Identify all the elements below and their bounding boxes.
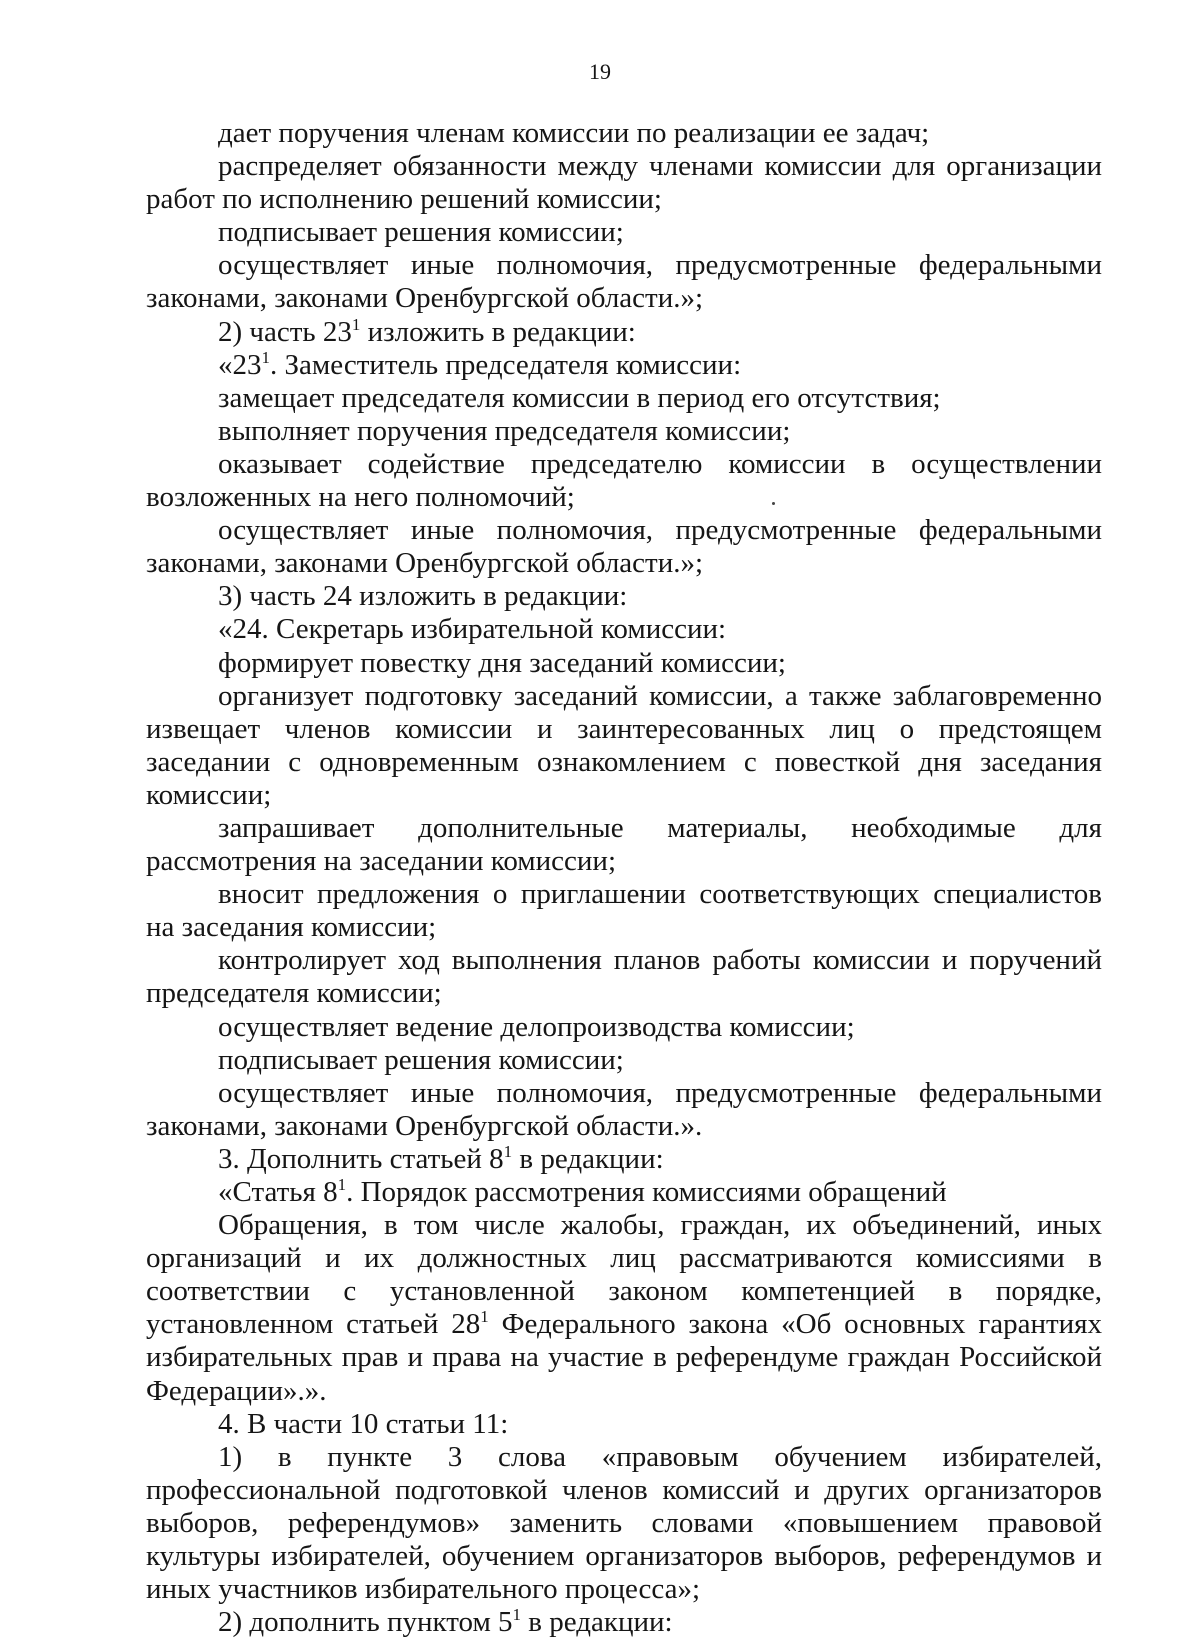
paragraph (146, 249, 1102, 315)
paragraph (146, 1441, 1102, 1606)
paragraph-text: осуществляет ведение делопроизводства комиссии; (218, 1010, 855, 1043)
paragraph (146, 944, 1102, 1010)
paragraph-text: формирует повестку дня заседаний комиссии; (218, 646, 786, 679)
paragraph (146, 1176, 1102, 1209)
paragraph-text: оказывает содействие председателю комиссии в осуществлении возложенных на него полномочий; (146, 447, 1102, 514)
paragraph (146, 448, 1102, 514)
paragraph-text: 3) часть 24 изложить в редакции: (218, 580, 628, 613)
paragraph (146, 316, 1102, 349)
paragraph (146, 1606, 1102, 1639)
paragraph (146, 415, 1102, 448)
paragraph-text: замещает председателя комиссии в период его отсутствия; (218, 381, 941, 414)
paragraph-text: выполняет поручения председателя комиссии; (218, 414, 791, 447)
paragraph (146, 1044, 1102, 1077)
paragraph (146, 613, 1102, 646)
paragraph-text: 1) в пункте 3 слова «правовым обучением избирателей, профессиональной подготовкой членов комиссий и других организаторов выборов, референдумов» заменить словами «повышением правовой культуры избирателей, обучением организаторов выборов, референдумов и иных участников избирательного процесса»; (146, 1440, 1102, 1606)
superscript: 1 (337, 1175, 347, 1194)
paragraph-text: подписывает решения комиссии; (218, 216, 624, 249)
paragraph-text: организует подготовку заседаний комиссии, а также заблаговременно извещает членов комиссии и заинтересованных лиц о предстоящем заседании с одновременным ознакомлением с повесткой дня заседания комиссии; (146, 679, 1102, 811)
paragraph-text: осуществляет иные полномочия, предусмотренные федеральными законами, законами Оренбургской области.»; (146, 249, 1102, 315)
paragraph-text: распределяет обязанности между членами комиссии для организации работ по исполнению решений комиссии; (146, 150, 1102, 216)
paragraph (146, 382, 1102, 415)
paragraph-text: в редакции: (521, 1606, 673, 1639)
paragraph-text: в редакции: (512, 1142, 664, 1175)
paragraph-text: запрашивает дополнительные материалы, необходимые для рассмотрения на заседании комиссии; (146, 811, 1102, 878)
paragraph (146, 514, 1102, 580)
paragraph (146, 117, 1102, 150)
paragraph-text: «23 (218, 348, 262, 381)
paragraph (146, 580, 1102, 613)
document-body (146, 117, 1102, 1639)
paragraph (146, 812, 1102, 878)
paragraph-text: 4. В части 10 статьи 11: (218, 1407, 509, 1440)
scan-speck (772, 502, 775, 505)
superscript: 1 (512, 1605, 522, 1625)
paragraph (146, 1408, 1102, 1441)
superscript: 1 (503, 1141, 513, 1161)
page-number: 19 (589, 59, 611, 84)
paragraph-text: Федерального закона «Об основных гарантиях избирательных прав и права на участие в референдуме граждан Российской Федерации».». (146, 1308, 1103, 1407)
paragraph-text: 2) дополнить пунктом 5 (218, 1606, 513, 1639)
paragraph (146, 647, 1102, 680)
superscript: 1 (351, 314, 361, 334)
superscript: 1 (480, 1307, 489, 1327)
paragraph-text: вносит предложения о приглашении соответствующих специалистов на заседания комиссии; (146, 878, 1102, 944)
paragraph (146, 1209, 1102, 1408)
paragraph-text: контролирует ход выполнения планов работы комиссии и поручений председателя комиссии; (146, 944, 1102, 1010)
paragraph (146, 680, 1102, 812)
paragraph-text: «Статья 8 (218, 1176, 338, 1208)
paragraph-text: 2) часть 23 (218, 315, 352, 348)
paragraph-text: дает поручения членам комиссии по реализации ее задач; (218, 117, 930, 149)
paragraph (146, 1011, 1102, 1044)
paragraph-text: . Порядок рассмотрения комиссиями обращений (346, 1176, 947, 1208)
paragraph-text: Обращения, в том числе жалобы, граждан, их объединений, иных организаций и их должностных лиц рассматриваются комиссиями в соответствии с установленной законом компетенцией в порядке, установленном статьей 28 (146, 1209, 1102, 1341)
paragraph-text: 3. Дополнить статьей 8 (218, 1142, 504, 1175)
paragraph-text: подписывает решения комиссии; (218, 1043, 624, 1076)
paragraph (146, 349, 1102, 382)
paragraph (146, 1143, 1102, 1176)
paragraph-text: «24. Секретарь избирательной комиссии: (218, 613, 727, 646)
paragraph-text: изложить в редакции: (360, 315, 636, 348)
paragraph (146, 1077, 1102, 1143)
superscript: 1 (261, 347, 270, 367)
paragraph-text: . Заместитель председателя комиссии: (270, 348, 742, 381)
paragraph-text: осуществляет иные полномочия, предусмотренные федеральными законами, законами Оренбургской области.»; (146, 514, 1102, 580)
paragraph (146, 878, 1102, 944)
paragraph (146, 216, 1102, 249)
paragraph-text: осуществляет иные полномочия, предусмотренные федеральными законами, законами Оренбургской области.». (146, 1076, 1102, 1142)
paragraph (146, 150, 1102, 216)
